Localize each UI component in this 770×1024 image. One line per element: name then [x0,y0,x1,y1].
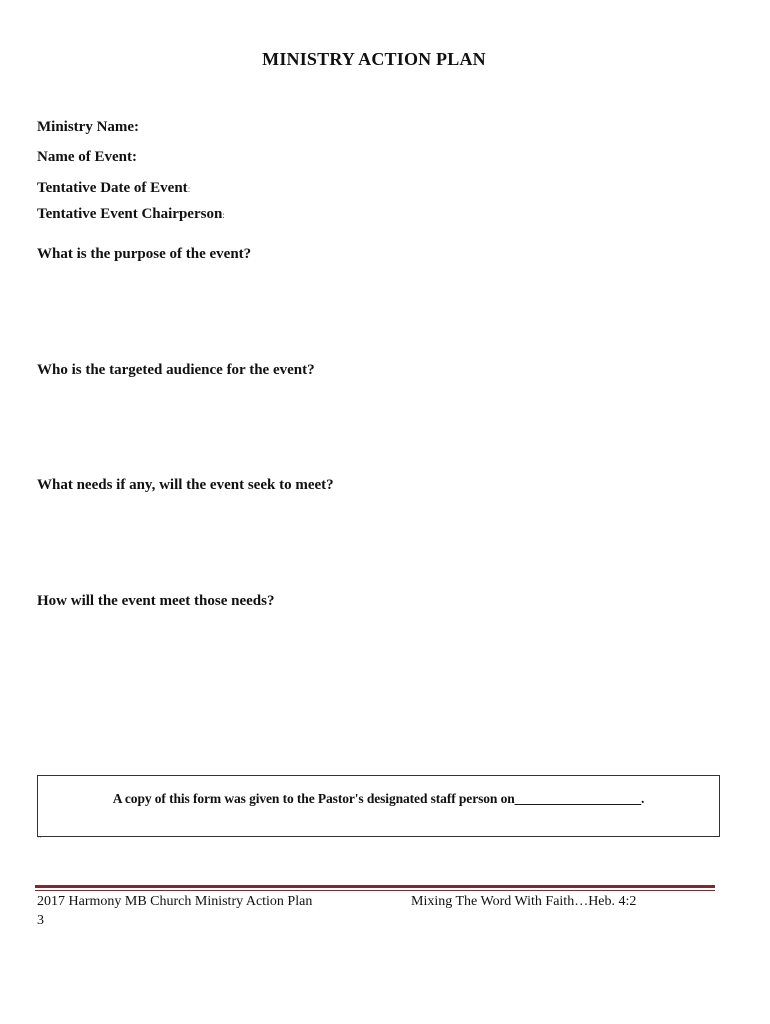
tentative-chairperson-colon: : [222,210,225,220]
tentative-date-label [37,180,190,197]
footer-left-text: 2017 Harmony MB Church Ministry Action Plan [37,894,313,909]
page-title: MINISTRY ACTION PLAN [262,49,486,69]
footer-rule-thin [35,890,715,891]
ministry-name-label: Ministry Name: [37,119,140,135]
event-name-label: Name of Event: [37,149,137,165]
question-how: How will the event meet those needs? [37,593,275,609]
question-audience: Who is the targeted audience for the event? [37,362,315,378]
tentative-date-colon: : [187,184,191,194]
tentative-chairperson-text: Tentative Event Chairperson [37,206,223,222]
stray-mark: .. [38,832,42,840]
pastor-notice-box [37,775,720,840]
question-purpose: What is the purpose of the event? [37,246,252,262]
tentative-date-text: Tentative Date of Event [37,180,188,196]
page-number: 3 [37,913,44,928]
footer-right-text: Mixing The Word With Faith…Heb. 4:2 [411,894,637,909]
footer-rule-thick [35,885,715,888]
tentative-chairperson-label [37,206,225,223]
question-needs: What needs if any, will the event seek to meet? [37,477,334,493]
pastor-notice-text: A copy of this form was given to the Pastor's designated staff person on___________________. [112,791,645,806]
